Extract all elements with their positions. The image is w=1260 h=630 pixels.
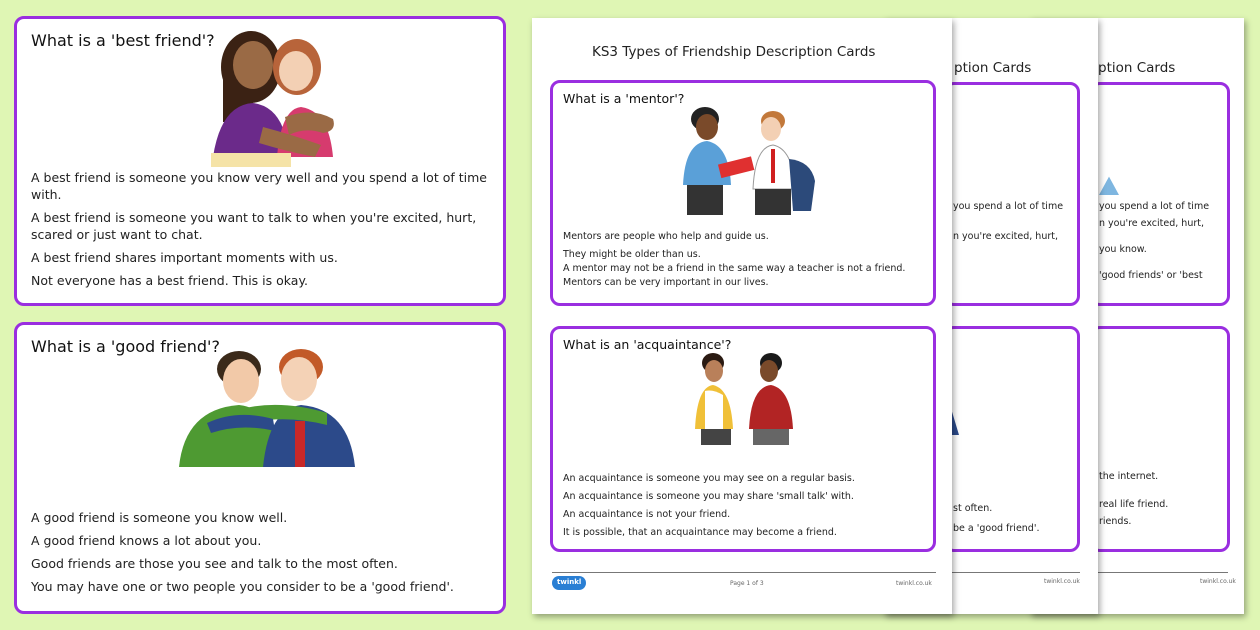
footer-divider xyxy=(944,572,1080,573)
sheet-middle-title: ption Cards xyxy=(954,60,1032,76)
acquaintance-line-1: An acquaintance is someone you may see on a regular basis. xyxy=(563,473,855,484)
acquaintance-text xyxy=(563,473,927,544)
mentor-line-2: They might be older than us. xyxy=(563,249,701,260)
best-friend-line-3: A best friend shares important moments with us. xyxy=(31,250,338,265)
twinkl-logo-text: twinkl xyxy=(557,578,582,586)
good-friend-line-3: Good friends are those you see and talk to the most often. xyxy=(31,556,398,571)
sheet-back-bottom-line-3: riends. xyxy=(1099,516,1132,527)
acquaintance-illustration xyxy=(683,351,803,447)
mentor-line-1: Mentors are people who help and guide us. xyxy=(563,231,769,242)
best-friend-line-4: Not everyone has a best friend. This is okay. xyxy=(31,273,309,288)
mentor-card xyxy=(550,80,936,306)
best-friend-line-1: A best friend is someone you know very well and you spend a lot of time with. xyxy=(31,170,487,202)
best-friend-line-2: A best friend is someone you want to talk to when you're excited, hurt, scared or just want to chat. xyxy=(31,210,477,242)
footer-site: twinkl.co.uk xyxy=(1044,578,1080,585)
mentor-line-3: A mentor may not be a friend in the same way a teacher is not a friend. xyxy=(563,263,906,274)
acquaintance-line-3: An acquaintance is not your friend. xyxy=(563,509,731,520)
best-friend-title: What is a 'best friend'? xyxy=(31,31,215,50)
sheet-front-title: KS3 Types of Friendship Description Cards xyxy=(592,44,876,60)
good-friend-line-1: A good friend is someone you know well. xyxy=(31,510,288,525)
footer-divider xyxy=(552,572,936,573)
best-friends-illustration xyxy=(193,27,353,167)
acquaintance-title: What is an 'acquaintance'? xyxy=(563,337,732,352)
sheet-middle-bottom-card xyxy=(944,326,1080,552)
sheet-back-bottom-line-1: the internet. xyxy=(1099,471,1159,482)
sheet-back-top-line-3: you know. xyxy=(1099,244,1147,255)
good-friend-card xyxy=(14,322,506,614)
good-friend-title: What is a 'good friend'? xyxy=(31,337,220,356)
best-friend-text xyxy=(31,169,501,295)
sheet-middle-top-line-2: n you're excited, hurt, xyxy=(953,231,1058,242)
sheet-middle-bottom-line-1: st often. xyxy=(953,503,993,514)
sheet-back-bottom-line-2: real life friend. xyxy=(1099,499,1169,510)
sheet-back-bottom-card xyxy=(1090,326,1230,552)
good-friend-text xyxy=(31,509,501,601)
acquaintance-line-2: An acquaintance is someone you may share 'small talk' with. xyxy=(563,491,854,502)
sheet-middle-top-card xyxy=(944,82,1080,306)
mentor-line-4: Mentors can be very important in our lives. xyxy=(563,277,769,288)
mentor-title: What is a 'mentor'? xyxy=(563,91,685,106)
footer-page-number: Page 1 of 3 xyxy=(730,580,764,587)
best-friend-card xyxy=(14,16,506,306)
sheet-back-top-line-2: n you're excited, hurt, xyxy=(1099,218,1204,229)
sheet-back-top-line-1: you spend a lot of time xyxy=(1099,201,1210,212)
acquaintance-card xyxy=(550,326,936,552)
sheet-back-top-card xyxy=(1090,82,1230,306)
sheet-front xyxy=(532,18,952,614)
figure-fragment xyxy=(1097,175,1121,195)
sheet-back-title: ption Cards xyxy=(1098,60,1176,76)
acquaintance-line-4: It is possible, that an acquaintance may become a friend. xyxy=(563,527,837,538)
footer-site: twinkl.co.uk xyxy=(896,580,932,587)
mentor-text xyxy=(563,231,927,294)
good-friends-illustration xyxy=(177,339,367,467)
sheet-middle-bottom-line-2: be a 'good friend'. xyxy=(953,523,1040,534)
good-friend-line-2: A good friend knows a lot about you. xyxy=(31,533,262,548)
sheet-back-top-line-4: 'good friends' or 'best xyxy=(1099,270,1203,281)
footer-divider xyxy=(1090,572,1228,573)
mentor-illustration xyxy=(673,105,833,217)
sheet-middle-top-line-1: you spend a lot of time xyxy=(953,201,1064,212)
good-friend-line-4: You may have one or two people you consider to be a 'good friend'. xyxy=(31,579,454,594)
footer-site: twinkl.co.uk xyxy=(1200,578,1236,585)
